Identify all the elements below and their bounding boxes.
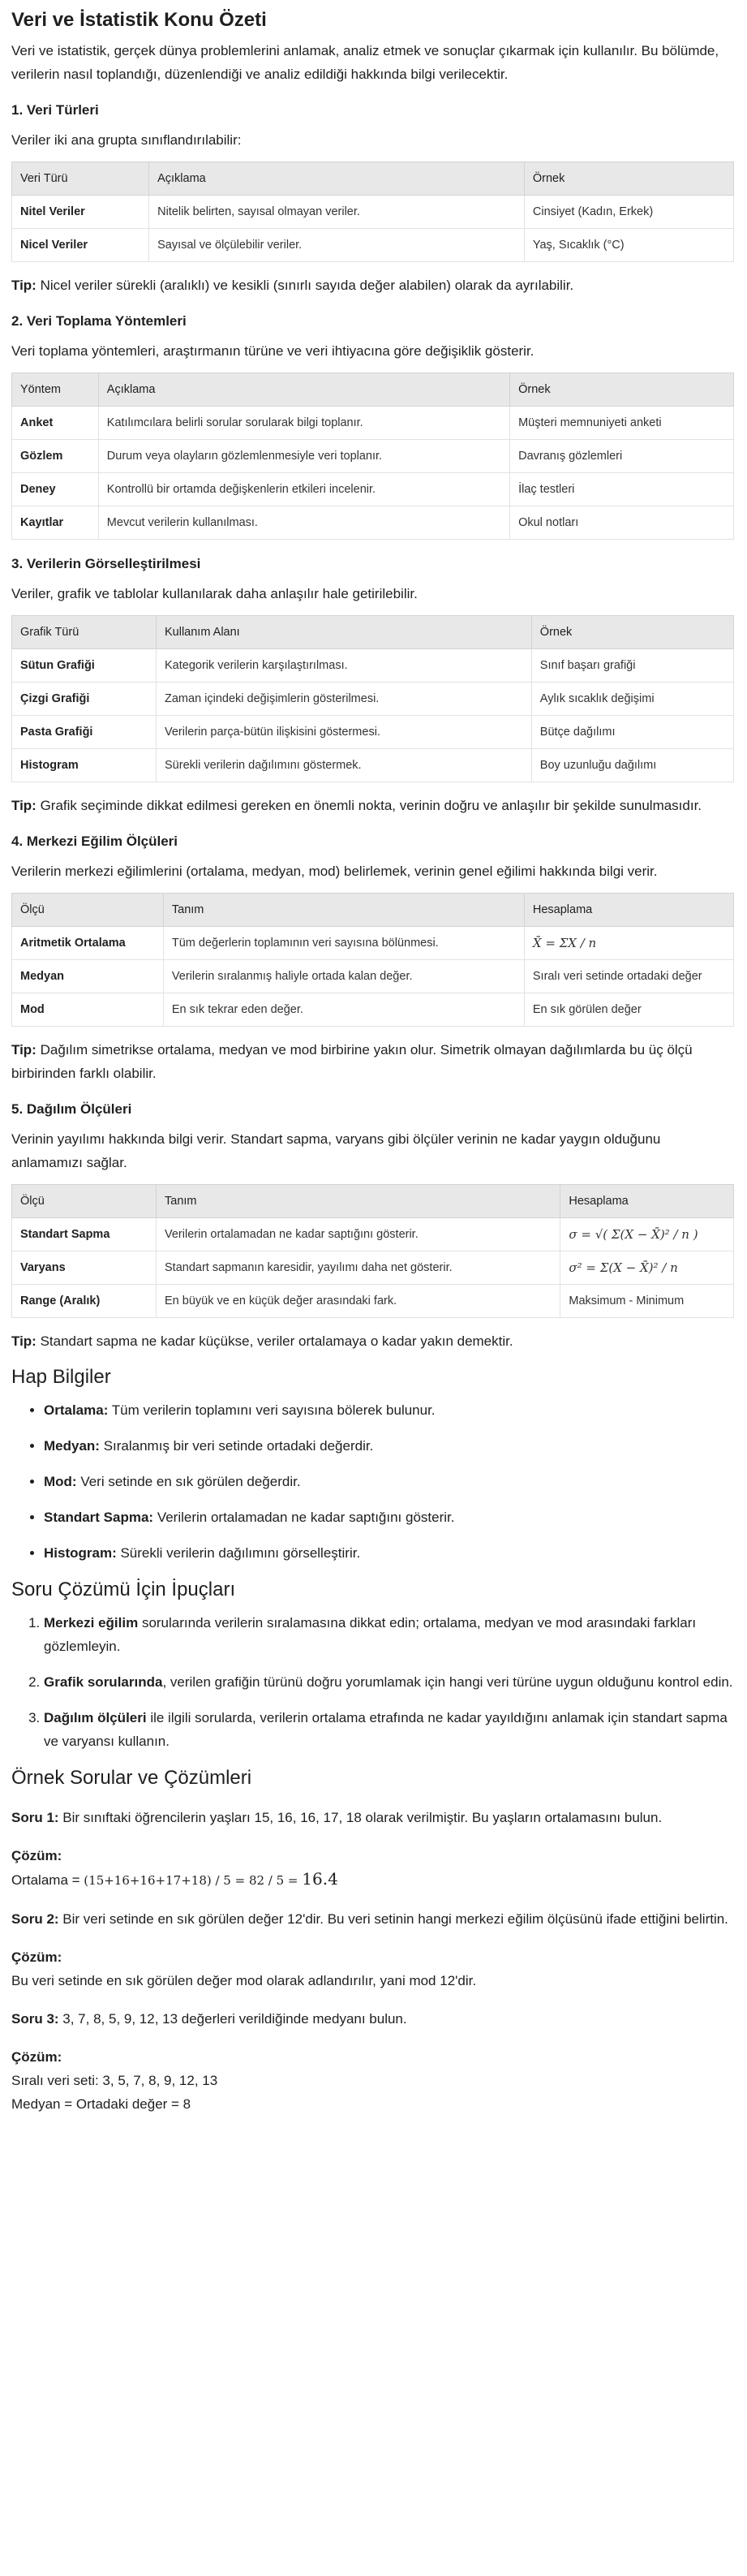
table-cell: Anket xyxy=(12,407,99,440)
table-cell: Maksimum - Minimum xyxy=(560,1285,734,1318)
table-header-cell: Veri Türü xyxy=(12,162,149,196)
solution-1: Ortalama = (15+16+16+17+18) / 5 = 82 / 5 = 16.4 xyxy=(11,1869,338,1889)
table-cell: Standart sapmanın karesidir, yayılımı daha net gösterir. xyxy=(157,1251,560,1285)
tip-note: Tip: Standart sapma ne kadar küçükse, veriler ortalamaya o kadar yakın demektir. xyxy=(11,1333,513,1349)
table-cell: Aritmetik Ortalama xyxy=(12,927,164,960)
section-heading: 3. Verilerin Görselleştirilmesi xyxy=(11,556,201,571)
question-3: Soru 3: 3, 7, 8, 5, 9, 12, 13 değerleri verildiğinde medyanı bulun. xyxy=(11,2011,407,2027)
table-row xyxy=(12,440,734,473)
tip-note: Tip: Dağılım simetrikse ortalama, medyan ve mod birbirine yakın olur. Simetrik olmayan dağılımlarda bu üç ölçü birbirinden farklı olabilir. xyxy=(11,1042,693,1081)
solution-2: Bu veri setinde en sık görülen değer mod olarak adlandırılır, yani mod 12'dir. xyxy=(11,1973,477,1988)
table-cell: Kategorik verilerin karşılaştırılması. xyxy=(157,649,532,683)
table-cell: Durum veya olayların gözlemlenmesiyle veri toplanır. xyxy=(98,440,509,473)
table-header-cell: Yöntem xyxy=(12,373,99,407)
table-cell: Medyan xyxy=(12,960,164,993)
table-header-cell: Hesaplama xyxy=(560,1185,734,1218)
table-cell: En büyük ve en küçük değer arasındaki fark. xyxy=(157,1285,560,1318)
table-cell: Pasta Grafiği xyxy=(12,716,157,749)
solution-3-line-1: Sıralı veri seti: 3, 5, 7, 8, 9, 12, 13 xyxy=(11,2073,218,2088)
table-row xyxy=(12,927,734,960)
table-cell: Davranış gözlemleri xyxy=(510,440,734,473)
table-row xyxy=(12,229,734,262)
tip-note: Tip: Grafik seçiminde dikkat edilmesi gereken en önemli nokta, verinin doğru ve anlaşılır bir şekilde sunulmasıdır. xyxy=(11,798,702,813)
table-cell: Mevcut verilerin kullanılması. xyxy=(98,506,509,540)
section-table xyxy=(11,1184,734,1318)
solution-3-label: Çözüm: xyxy=(11,2049,62,2065)
table-header-cell: Açıklama xyxy=(149,162,525,196)
section-table xyxy=(11,615,734,782)
table-cell: Sayısal ve ölçülebilir veriler. xyxy=(149,229,525,262)
table-row xyxy=(12,960,734,993)
table-cell: Katılımcılara belirli sorular sorularak bilgi toplanır. xyxy=(98,407,509,440)
table-row xyxy=(12,993,734,1027)
table-cell: σ = √( Σ(X − X̄)² / n ) xyxy=(560,1218,734,1251)
topic-sections xyxy=(11,101,734,1353)
section-text: Verinin yayılımı hakkında bilgi verir. Standart sapma, varyans gibi ölçüler verinin ne kadar yaygın olduğunu anlamamızı sağlar. xyxy=(11,1131,661,1170)
list-item: • Histogram: Sürekli verilerin dağılımını görselleştirir. xyxy=(44,1541,734,1565)
table-cell: X̄ = ΣX / n xyxy=(524,927,733,960)
table-cell: Mod xyxy=(12,993,164,1027)
tips-list xyxy=(11,1611,734,1753)
table-header-cell: Ölçü xyxy=(12,894,164,927)
list-item: • Mod: Veri setinde en sık görülen değerdir. xyxy=(44,1470,734,1493)
table-row xyxy=(12,1285,734,1318)
solution-2-label: Çözüm: xyxy=(11,1949,62,1965)
solution-3-line-2: Medyan = Ortadaki değer = 8 xyxy=(11,2096,191,2112)
table-cell: Nitel Veriler xyxy=(12,196,149,229)
table-row xyxy=(12,473,734,506)
table-cell: Nicel Veriler xyxy=(12,229,149,262)
table-cell: Çizgi Grafiği xyxy=(12,683,157,716)
list-item: 1. Merkezi eğilim sorularında verilerin sıralamasına dikkat edin; ortalama, medyan ve mod arasındaki farkları gözlemleyin. xyxy=(44,1611,734,1658)
table-row xyxy=(12,649,734,683)
table-cell: Cinsiyet (Kadın, Erkek) xyxy=(524,196,733,229)
table-header-cell: Örnek xyxy=(524,162,733,196)
table-header-cell: Kullanım Alanı xyxy=(157,616,532,649)
table-cell: En sık tekrar eden değer. xyxy=(163,993,524,1027)
table-header-cell: Hesaplama xyxy=(524,894,733,927)
table-row xyxy=(12,407,734,440)
table-header-cell: Ölçü xyxy=(12,1185,157,1218)
table-cell: Histogram xyxy=(12,749,157,782)
table-header-cell: Grafik Türü xyxy=(12,616,157,649)
table-row xyxy=(12,683,734,716)
examples-heading: Örnek Sorular ve Çözümleri xyxy=(11,1767,252,1789)
table-cell: Kontrollü bir ortamda değişkenlerin etkileri incelenir. xyxy=(98,473,509,506)
table-cell: Varyans xyxy=(12,1251,157,1285)
table-row xyxy=(12,716,734,749)
page-title: Veri ve İstatistik Konu Özeti xyxy=(11,9,267,31)
table-cell: Yaş, Sıcaklık (°C) xyxy=(524,229,733,262)
solution-1-label: Çözüm: xyxy=(11,1848,62,1863)
section-table xyxy=(11,162,734,262)
table-cell: Verilerin parça-bütün ilişkisini göstermesi. xyxy=(157,716,532,749)
question-1: Soru 1: Bir sınıftaki öğrencilerin yaşları 15, 16, 16, 17, 18 olarak verilmiştir. Bu yaşların ortalamasını bulun. xyxy=(11,1810,663,1825)
table-cell: Sıralı veri setinde ortadaki değer xyxy=(524,960,733,993)
table-header-cell: Örnek xyxy=(531,616,733,649)
table-cell: İlaç testleri xyxy=(510,473,734,506)
intro-paragraph: Veri ve istatistik, gerçek dünya problemlerini anlamak, analiz etmek ve sonuçlar çıkarmak için kullanılır. Bu bölümde, verilerin nasıl toplandığı, düzenlendiği ve analiz edildiği hakkında bilgi verilecektir. xyxy=(11,43,719,82)
table-cell: Okul notları xyxy=(510,506,734,540)
table-header-cell: Açıklama xyxy=(98,373,509,407)
section-table xyxy=(11,893,734,1027)
table-row xyxy=(12,506,734,540)
hap-list xyxy=(11,1398,734,1565)
table-cell: Verilerin ortalamadan ne kadar saptığını gösterir. xyxy=(157,1218,560,1251)
table-row xyxy=(12,1218,734,1251)
table-cell: En sık görülen değer xyxy=(524,993,733,1027)
table-cell: σ² = Σ(X − X̄)² / n xyxy=(560,1251,734,1285)
table-header-row xyxy=(12,373,734,407)
list-item: 3. Dağılım ölçüleri ile ilgili sorularda, verilerin ortalama etrafında ne kadar yayıldığını anlamak için standart sapma ve varyansı kullanın. xyxy=(44,1706,734,1753)
list-item: • Medyan: Sıralanmış bir veri setinde ortadaki değerdir. xyxy=(44,1434,734,1458)
hap-heading: Hap Bilgiler xyxy=(11,1366,111,1388)
tip-note: Tip: Nicel veriler sürekli (aralıklı) ve kesikli (sınırlı sayıda değer alabilen) olarak da ayrılabilir. xyxy=(11,278,574,293)
list-item: • Ortalama: Tüm verilerin toplamını veri sayısına bölerek bulunur. xyxy=(44,1398,734,1422)
section-text: Veri toplama yöntemleri, araştırmanın türüne ve veri ihtiyacına göre değişiklik gösterir. xyxy=(11,343,534,359)
table-cell: Sürekli verilerin dağılımını göstermek. xyxy=(157,749,532,782)
table-cell: Boy uzunluğu dağılımı xyxy=(531,749,733,782)
table-cell: Verilerin sıralanmış haliyle ortada kalan değer. xyxy=(163,960,524,993)
section-text: Veriler iki ana grupta sınıflandırılabilir: xyxy=(11,132,242,148)
question-2: Soru 2: Bir veri setinde en sık görülen değer 12'dir. Bu veri setinin hangi merkezi eğilim ölçüsünü ifade ettiğini belirtin. xyxy=(11,1911,728,1927)
table-row xyxy=(12,1251,734,1285)
table-cell: Aylık sıcaklık değişimi xyxy=(531,683,733,716)
list-item: • Standart Sapma: Verilerin ortalamadan ne kadar saptığını gösterir. xyxy=(44,1506,734,1529)
tips-heading: Soru Çözümü İçin İpuçları xyxy=(11,1579,236,1600)
table-header-row xyxy=(12,162,734,196)
table-cell: Deney xyxy=(12,473,99,506)
section-table xyxy=(11,373,734,540)
list-item: 2. Grafik sorularında, verilen grafiğin türünü doğru yorumlamak için hangi veri türüne uygun olduğunu kontrol edin. xyxy=(44,1670,734,1694)
section-heading: 4. Merkezi Eğilim Ölçüleri xyxy=(11,834,178,849)
table-header-cell: Tanım xyxy=(163,894,524,927)
table-cell: Nitelik belirten, sayısal olmayan veriler. xyxy=(149,196,525,229)
table-cell: Gözlem xyxy=(12,440,99,473)
table-cell: Tüm değerlerin toplamının veri sayısına bölünmesi. xyxy=(163,927,524,960)
table-cell: Sınıf başarı grafiği xyxy=(531,649,733,683)
table-header-cell: Tanım xyxy=(157,1185,560,1218)
table-header-cell: Örnek xyxy=(510,373,734,407)
table-header-row xyxy=(12,894,734,927)
table-header-row xyxy=(12,1185,734,1218)
table-cell: Müşteri memnuniyeti anketi xyxy=(510,407,734,440)
table-cell: Standart Sapma xyxy=(12,1218,157,1251)
table-row xyxy=(12,196,734,229)
table-header-row xyxy=(12,616,734,649)
section-text: Veriler, grafik ve tablolar kullanılarak daha anlaşılır hale getirilebilir. xyxy=(11,586,418,601)
table-cell: Range (Aralık) xyxy=(12,1285,157,1318)
table-cell: Sütun Grafiği xyxy=(12,649,157,683)
section-heading: 5. Dağılım Ölçüleri xyxy=(11,1101,132,1117)
table-cell: Bütçe dağılımı xyxy=(531,716,733,749)
table-cell: Zaman içindeki değişimlerin gösterilmesi. xyxy=(157,683,532,716)
section-text: Verilerin merkezi eğilimlerini (ortalama, medyan, mod) belirlemek, verinin genel eğilimi hakkında bilgi verir. xyxy=(11,864,658,879)
section-heading: 2. Veri Toplama Yöntemleri xyxy=(11,313,187,329)
table-row xyxy=(12,749,734,782)
table-cell: Kayıtlar xyxy=(12,506,99,540)
section-heading: 1. Veri Türleri xyxy=(11,102,99,118)
